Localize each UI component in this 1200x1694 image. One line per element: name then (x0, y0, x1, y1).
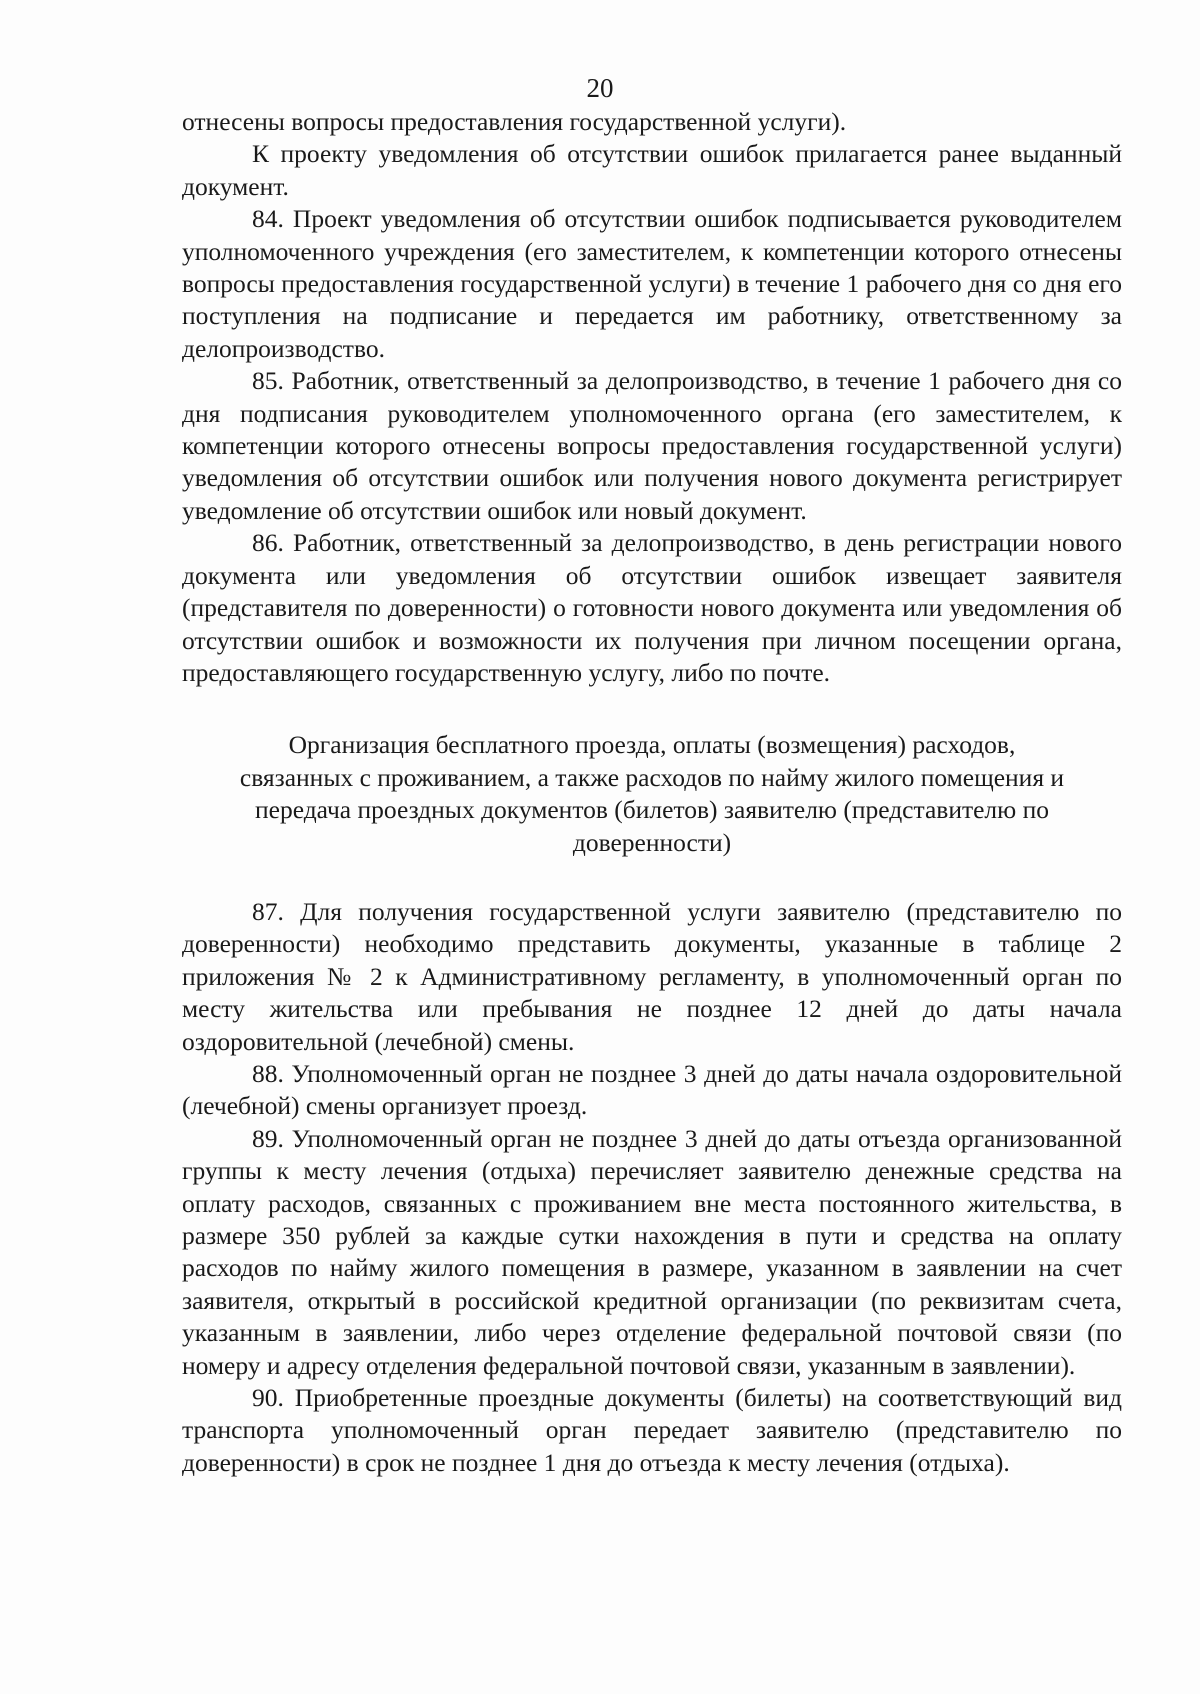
paragraph-89: 89. Уполномоченный орган не позднее 3 дней до даты отъезда организованной группы к месту лечения (отдыха) перечисляет заявителю денежные средства на оплату расходов, связанных с проживанием вне места постоянного жительства, в размере 350 рублей за каждые сутки нахождения в пути и средства на оплату расходов по найму жилого помещения в размере, указанном в заявлении на счет заявителя, открытый в российской кредитной организации (по реквизитам счета, указанным в заявлении, либо через отделение федеральной почтовой связи (по номеру и адресу отделения федеральной почтовой связи, указанным в заявлении). (182, 1123, 1122, 1380)
document-body (182, 106, 1122, 1479)
paragraph-88: 88. Уполномоченный орган не позднее 3 дней до даты начала оздоровительной (лечебной) смены организует проезд. (182, 1058, 1122, 1121)
paragraph-86: 86. Работник, ответственный за делопроизводство, в день регистрации нового документа или уведомления об отсутствии ошибок извещает заявителя (представителя по доверенности) о готовности нового документа или уведомления об отсутствии ошибок и возможности их получения при личном посещении органа, предоставляющего государственную услугу, либо по почте. (182, 528, 1122, 687)
paragraph-85: 85. Работник, ответственный за делопроизводство, в течение 1 рабочего дня со дня подписания руководителем уполномоченного органа (его заместителем, к компетенции которого отнесены вопросы предоставления государственной услуги) уведомления об отсутствии ошибок или получения нового документа регистрирует уведомление об отсутствии ошибок или новый документ. (182, 366, 1122, 525)
paragraph-90: 90. Приобретенные проездные документы (билеты) на соответствующий вид транспорта уполномоченный орган передает заявителю (представителю по доверенности) в срок не позднее 1 дня до отъезда к месту лечения (отдыха). (182, 1383, 1122, 1477)
paragraph-attachment: К проекту уведомления об отсутствии ошибок прилагается ранее выданный документ. (182, 139, 1122, 201)
paragraph-84: 84. Проект уведомления об отсутствии ошибок подписывается руководителем уполномоченного учреждения (его заместителем, к компетенции которого отнесены вопросы предоставления государственной услуги) в течение 1 рабочего дня со дня его поступления на подписание и передается им работнику, ответственному за делопроизводство. (182, 204, 1122, 363)
section-heading: Организация бесплатного проезда, оплаты (возмещения) расходов, связанных с проживанием, а также расходов по найму жилого помещения и передача проездных документов (билетов) заявителю (представителю по доверенности) (239, 730, 1065, 857)
page-number: 20 (586, 73, 614, 103)
paragraph-87: 87. Для получения государственной услуги заявителю (представителю по доверенности) необходимо представить документы, указанные в таблице 2 приложения № 2 к Административному регламенту, в уполномоченный орган по месту жительства или пребывания не позднее 12 дней до даты начала оздоровительной (лечебной) смены. (182, 896, 1122, 1056)
paragraph-continuation: отнесены вопросы предоставления государственной услуги). (182, 107, 847, 136)
